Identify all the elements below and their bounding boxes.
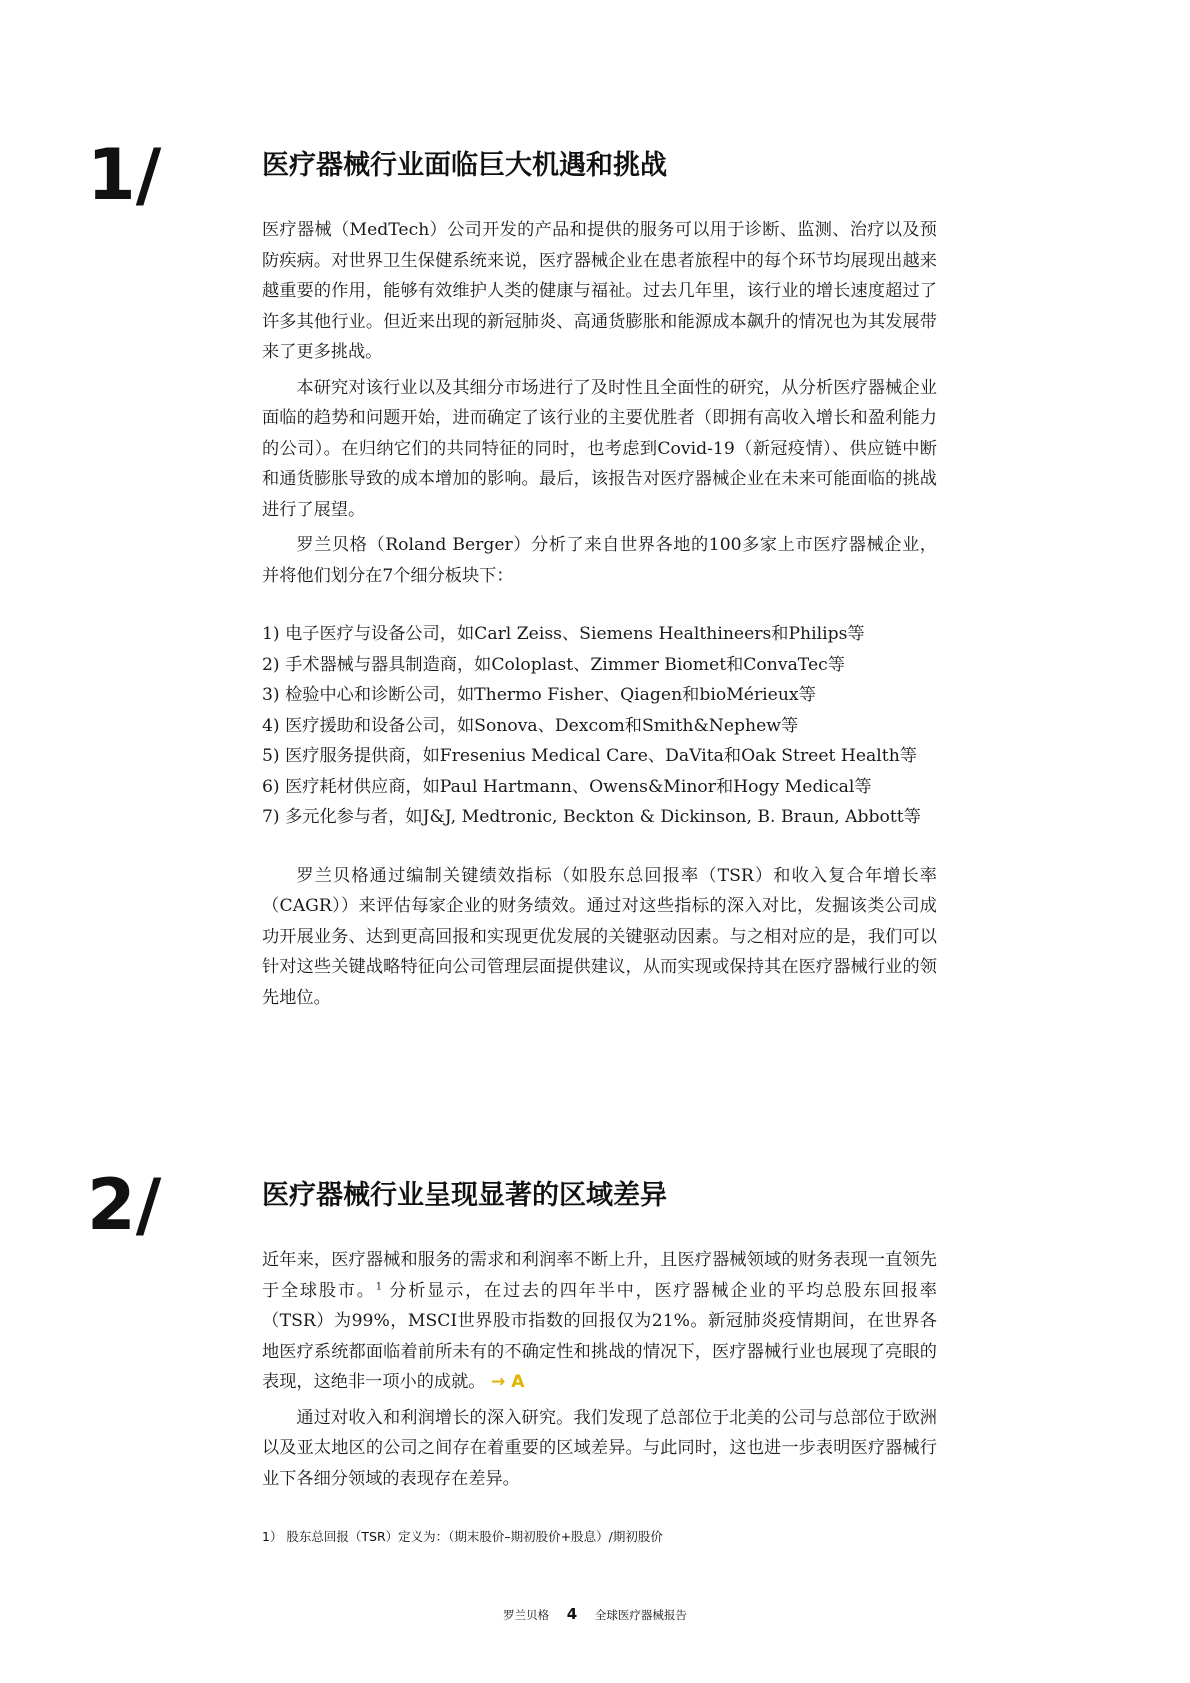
section-body xyxy=(262,215,937,1018)
list-item: 3) 检验中心和诊断公司，如Thermo Fisher、Qiagen和bioMérieux等 xyxy=(262,685,816,705)
paragraph xyxy=(262,1245,937,1398)
footer-brand: 罗兰贝格 xyxy=(503,1608,550,1622)
paragraph: 罗兰贝格通过编制关键绩效指标（如股东总回报率（TSR）和收入复合年增长率（CAGR））来评估每家企业的财务绩效。通过对这些指标的深入对比，发掘该类公司成功开展业务、达到更高回报和实现更优发展的关键驱动因素。与之相对应的是，我们可以针对这些关键战略特征向公司管理层面提供建议，从而实现或保持其在医疗器械行业的领先地位。 xyxy=(262,865,937,1008)
list-item: 5) 医疗服务提供商，如Fresenius Medical Care、DaVita和Oak Street Health等 xyxy=(262,746,917,766)
section-number: 1/ xyxy=(87,134,162,216)
section-title: 医疗器械行业呈现显著的区域差异 xyxy=(262,1180,667,1211)
segment-list xyxy=(262,619,937,833)
page-number: 4 xyxy=(566,1605,578,1623)
footnote-ref[interactable]: 1 xyxy=(375,1280,383,1292)
list-item: 1) 电子医疗与设备公司，如Carl Zeiss、Siemens Healthineers和Philips等 xyxy=(262,624,865,644)
list-item: 2) 手术器械与器具制造商，如Coloplast、Zimmer Biomet和ConvaTec等 xyxy=(262,654,845,675)
footer-report-title: 全球医疗器械报告 xyxy=(594,1608,687,1622)
paragraph: 医疗器械（MedTech）公司开发的产品和提供的服务可以用于诊断、监测、治疗以及预防疾病。对世界卫生保健系统来说，医疗器械企业在患者旅程中的每个环节均展现出越来越重要的作用，能够有效维护人类的健康与福祉。过去几年里，该行业的增长速度超过了许多其他行业。但近来出现的新冠肺炎、高通货膨胀和能源成本飙升的情况也为其发展带来了更多挑战。 xyxy=(262,220,937,362)
list-item: 4) 医疗援助和设备公司，如Sonova、Dexcom和Smith&Nephew等 xyxy=(262,715,799,736)
figure-link-a[interactable]: → A xyxy=(490,1372,525,1392)
page-footer xyxy=(0,1605,1190,1623)
section-number: 2/ xyxy=(87,1164,162,1246)
paragraph: 罗兰贝格（Roland Berger）分析了来自世界各地的100多家上市医疗器械企业，并将他们划分在7个细分板块下： xyxy=(262,535,937,586)
paragraph: 本研究对该行业以及其细分市场进行了及时性且全面性的研究，从分析医疗器械企业面临的趋势和问题开始，进而确定了该行业的主要优胜者（即拥有高收入增长和盈利能力的公司）。在归纳它们的共同特征的同时，也考虑到Covid-19（新冠疫情）、供应链中断和通货膨胀导致的成本增加的影响。最后，该报告对医疗器械企业在未来可能面临的挑战进行了展望。 xyxy=(262,377,937,520)
section-title: 医疗器械行业面临巨大机遇和挑战 xyxy=(262,150,667,181)
footnote: 1） 股东总回报（TSR）定义为：（期末股价–期初股价+股息）/期初股价 xyxy=(262,1529,663,1544)
list-item: 6) 医疗耗材供应商，如Paul Hartmann、Owens&Minor和Hogy Medical等 xyxy=(262,776,872,797)
section-body xyxy=(262,1245,937,1499)
paragraph-text: 分析显示，在过去的四年半中，医疗器械企业的平均总股东回报率（TSR）为99%，MSCI世界股市指数的回报仅为21%。新冠肺炎疫情期间，在世界各地医疗系统都面临着前所未有的不确定性和挑战的情况下，医疗器械行业也展现了亮眼的表现，这绝非一项小的成就。 xyxy=(262,1280,937,1392)
paragraph: 通过对收入和利润增长的深入研究。我们发现了总部位于北美的公司与总部位于欧洲以及亚太地区的公司之间存在着重要的区域差异。与此同时，这也进一步表明医疗器械行业下各细分领域的表现存在差异。 xyxy=(262,1407,937,1489)
paragraph-text: 近年来，医疗器械和服务的需求和利润率不断上升，且医疗器械领域的财务表现一直领先于全球股市。 xyxy=(262,1250,937,1301)
list-item: 7) 多元化参与者，如J&J, Medtronic, Beckton & Dickinson, B. Braun, Abbott等 xyxy=(262,807,921,827)
